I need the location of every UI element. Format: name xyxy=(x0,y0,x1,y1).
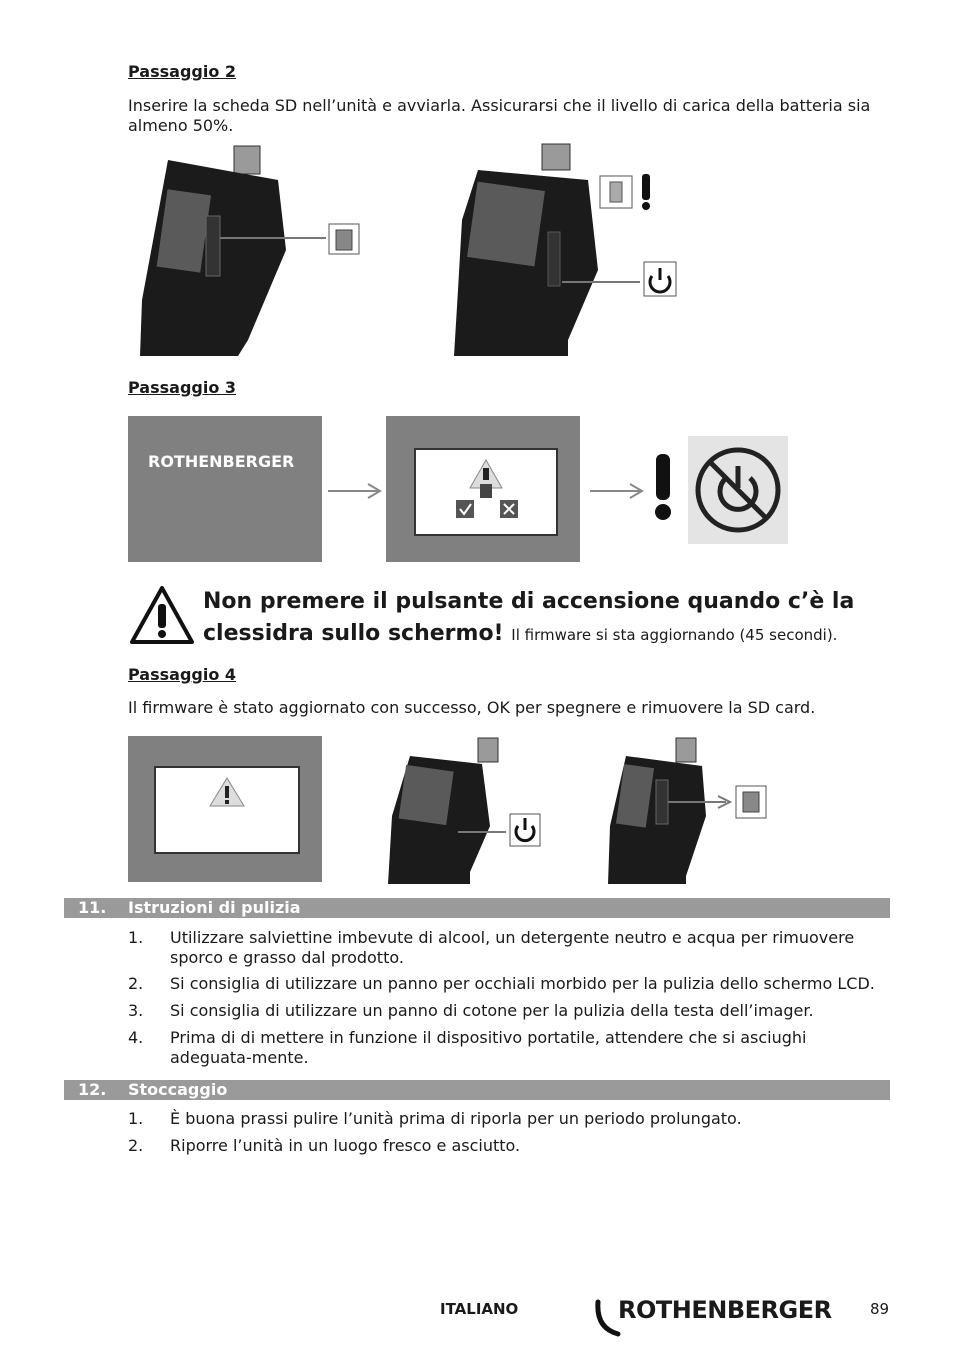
device-remove-sd xyxy=(606,736,772,884)
update-screen xyxy=(386,416,580,562)
device-side-view xyxy=(140,146,326,356)
cross-icon xyxy=(500,500,518,518)
step2-illustration xyxy=(128,140,688,356)
step2-text: Inserire la scheda SD nell’unità e avviarla. Assicurarsi che il livello di carica della batteria sia almeno 50%. xyxy=(128,96,871,135)
footer-language: ITALIANO xyxy=(440,1300,519,1318)
list-item: Utilizzare salviettine imbevute di alcool, un detergente neutro e acqua per rimuovere sporco e grasso dal prodotto. xyxy=(170,928,855,967)
sd-card-icon xyxy=(736,786,766,818)
update-dialog xyxy=(414,448,558,536)
list-item: Si consiglia di utilizzare un panno di cotone per la pulizia della testa dell’imager. xyxy=(170,1001,814,1020)
step4-heading: Passaggio 4 xyxy=(128,665,237,684)
list-item-number: 3. xyxy=(128,1001,144,1020)
list-item: Prima di di mettere in funzione il dispositivo portatile, attendere che si asciughi adeguata-mente. xyxy=(170,1028,807,1067)
no-power-icon xyxy=(688,436,788,544)
list-item: Si consiglia di utilizzare un panno per occhiali morbido per la pulizia dello schermo LCD. xyxy=(170,974,875,993)
power-icon xyxy=(644,262,676,296)
warning-title-line2: clessidra sullo schermo! xyxy=(203,621,504,646)
page-number: 89 xyxy=(870,1300,890,1318)
power-icon xyxy=(510,814,540,846)
boot-screen xyxy=(128,416,322,562)
footer-brand-logo: ROTHENBERGER xyxy=(618,1296,832,1324)
list-item: Riporre l’unità in un luogo fresco e asciutto. xyxy=(170,1136,521,1155)
warning-title xyxy=(203,586,893,651)
step3-heading: Passaggio 3 xyxy=(128,378,237,397)
hourglass-warning-icon xyxy=(470,460,502,498)
section-12-number: 12. xyxy=(78,1080,107,1099)
list-item-number: 1. xyxy=(128,1109,144,1128)
section-12-title: Stoccaggio xyxy=(128,1080,228,1099)
arrow-right-icon xyxy=(588,480,646,502)
warning-title-line1: Non premere il pulsante di accensione quando c’è la xyxy=(203,589,855,614)
warning-triangle-icon xyxy=(210,778,244,806)
step2-heading: Passaggio 2 xyxy=(128,62,237,81)
warning-triangle-icon xyxy=(128,584,196,646)
success-screen xyxy=(128,736,322,882)
section-11-number: 11. xyxy=(78,898,107,917)
exclamation-icon xyxy=(642,174,650,210)
step4-text: Il firmware è stato aggiornato con successo, OK per spegnere e rimuovere la SD card. xyxy=(128,698,816,717)
battery-icon xyxy=(600,176,632,208)
check-icon xyxy=(456,500,474,518)
device-power-off xyxy=(386,736,546,884)
list-item-number: 2. xyxy=(128,1136,144,1155)
section-11-title: Istruzioni di pulizia xyxy=(128,898,301,917)
list-item-number: 4. xyxy=(128,1028,144,1047)
section-11-header xyxy=(64,898,890,918)
brand-logo: ROTHENBERGER xyxy=(148,452,295,471)
list-item-number: 2. xyxy=(128,974,144,993)
exclamation-icon xyxy=(650,450,676,524)
sd-card-icon xyxy=(329,224,359,254)
arrow-right-icon xyxy=(326,480,384,502)
section-12-header xyxy=(64,1080,890,1100)
warning-note: Il firmware si sta aggiornando (45 secondi). xyxy=(511,626,838,644)
list-item: È buona prassi pulire l’unità prima di riporla per un periodo prolungato. xyxy=(170,1109,742,1128)
success-dialog xyxy=(154,766,300,854)
list-item-number: 1. xyxy=(128,928,144,947)
